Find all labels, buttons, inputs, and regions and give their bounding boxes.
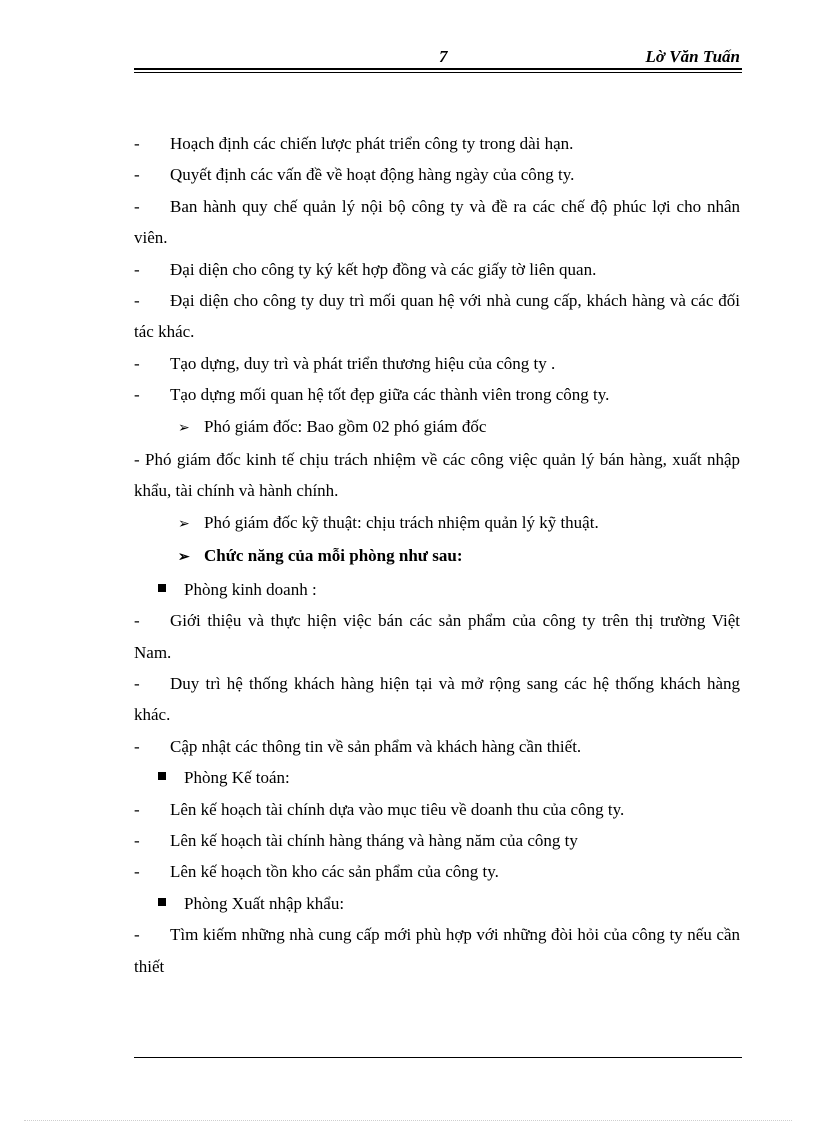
dash-list-item <box>134 825 740 856</box>
dash-list-item <box>134 919 740 982</box>
dash-list-item <box>134 605 740 668</box>
dash-bullet: - <box>134 291 140 311</box>
arrow-list-item <box>134 507 740 540</box>
body-text <box>134 128 740 982</box>
dash-list-item <box>134 731 740 762</box>
dash-list-item <box>134 794 740 825</box>
arrow-bullet-icon: ➢ <box>178 420 190 436</box>
paragraph-text: Tạo dựng mối quan hệ tốt đẹp giữa các thành viên trong công ty. <box>170 385 610 405</box>
dash-list-item <box>134 254 740 285</box>
square-bullet-icon <box>158 898 166 906</box>
square-list-item <box>134 888 740 919</box>
paragraph-text: Hoạch định các chiến lược phát triển công ty trong dài hạn. <box>170 134 574 153</box>
paragraph-text: Cập nhật các thông tin về sản phẩm và khách hàng cần thiết. <box>170 736 582 756</box>
dash-list-item <box>134 128 740 159</box>
square-bullet-icon <box>158 772 166 780</box>
arrow-list-item <box>134 540 740 573</box>
dash-bullet: - <box>134 196 140 216</box>
footer-divider <box>134 1057 742 1058</box>
dash-bullet: - <box>134 736 140 756</box>
dash-list-item <box>134 159 740 190</box>
paragraph-text: Đại diện cho công ty duy trì mối quan hệ với nhà cung cấp, khách hàng và các đối tác khác. <box>134 291 740 342</box>
paragraph-text: Phó giám đốc: Bao gồm 02 phó giám đốc <box>204 416 487 436</box>
dash-list-item <box>134 191 740 254</box>
header-divider-thin <box>134 72 742 73</box>
square-list-item <box>134 574 740 605</box>
dash-bullet: - <box>134 799 140 819</box>
paragraph-text: Tạo dựng, duy trì và phát triển thương hiệu của công ty . <box>170 353 556 373</box>
page-header <box>134 44 742 70</box>
square-list-item <box>134 762 740 793</box>
paragraph-text: - Phó giám đốc kinh tế chịu trách nhiệm về các công việc quản lý bán hàng, xuất nhập khẩu, tài chính và hành chính. <box>134 450 740 501</box>
paragraph-text: Phòng Kế toán: <box>184 768 290 788</box>
dash-bullet: - <box>134 385 140 405</box>
dash-list-item <box>134 668 740 731</box>
dash-bullet: - <box>134 353 140 373</box>
dash-bullet: - <box>134 673 140 693</box>
dash-list-item <box>134 379 740 410</box>
arrow-bullet-icon: ➢ <box>178 516 190 532</box>
paragraph-text: Ban hành quy chế quản lý nội bộ công ty và đề ra các chế độ phúc lợi cho nhân viên. <box>134 196 740 248</box>
dash-bullet: - <box>134 830 140 850</box>
dash-bullet: - <box>134 611 140 631</box>
dash-bullet: - <box>134 134 140 153</box>
page-number: 7 <box>439 47 448 66</box>
paragraph-text: Lên kế hoạch tồn kho các sản phẩm của công ty. <box>170 862 499 882</box>
paragraph-text: Phòng kinh doanh : <box>184 579 317 599</box>
dash-list-item <box>134 856 740 887</box>
page-edge <box>24 1120 792 1121</box>
paragraph <box>134 444 740 507</box>
paragraph-text: Chức năng của mỗi phòng như sau: <box>204 546 463 566</box>
dash-bullet: - <box>134 259 140 279</box>
author-name: Lờ Văn Tuấn <box>645 47 740 66</box>
paragraph-text: Phòng Xuất nhập khẩu: <box>184 893 345 913</box>
paragraph-text: Giới thiệu và thực hiện việc bán các sản phẩm của công ty trên thị trường Việt Nam. <box>134 611 740 662</box>
dash-bullet: - <box>134 862 140 882</box>
arrow-list-item <box>134 411 740 444</box>
dash-list-item <box>134 348 740 379</box>
dash-bullet: - <box>134 165 140 185</box>
header-divider-thick <box>134 68 742 70</box>
paragraph-text: Quyết định các vấn đề về hoạt động hàng ngày của công ty. <box>170 165 575 185</box>
paragraph-text: Phó giám đốc kỹ thuật: chịu trách nhiệm quản lý kỹ thuật. <box>204 512 599 532</box>
arrow-bullet-icon: ➢ <box>178 550 190 566</box>
square-bullet-icon <box>158 584 166 592</box>
paragraph-text: Tìm kiếm những nhà cung cấp mới phù hợp với những đòi hỏi của công ty nếu cần thiết <box>134 925 740 976</box>
paragraph-text: Duy trì hệ thống khách hàng hiện tại và mở rộng sang các hệ thống khách hàng khác. <box>134 673 740 725</box>
dash-list-item <box>134 285 740 348</box>
paragraph-text: Lên kế hoạch tài chính dựa vào mục tiêu về doanh thu của công ty. <box>170 799 625 819</box>
paragraph-text: Lên kế hoạch tài chính hàng tháng và hàng năm của công ty <box>170 830 578 850</box>
paragraph-text: Đại diện cho công ty ký kết hợp đồng và các giấy tờ liên quan. <box>170 259 597 279</box>
dash-bullet: - <box>134 925 140 945</box>
